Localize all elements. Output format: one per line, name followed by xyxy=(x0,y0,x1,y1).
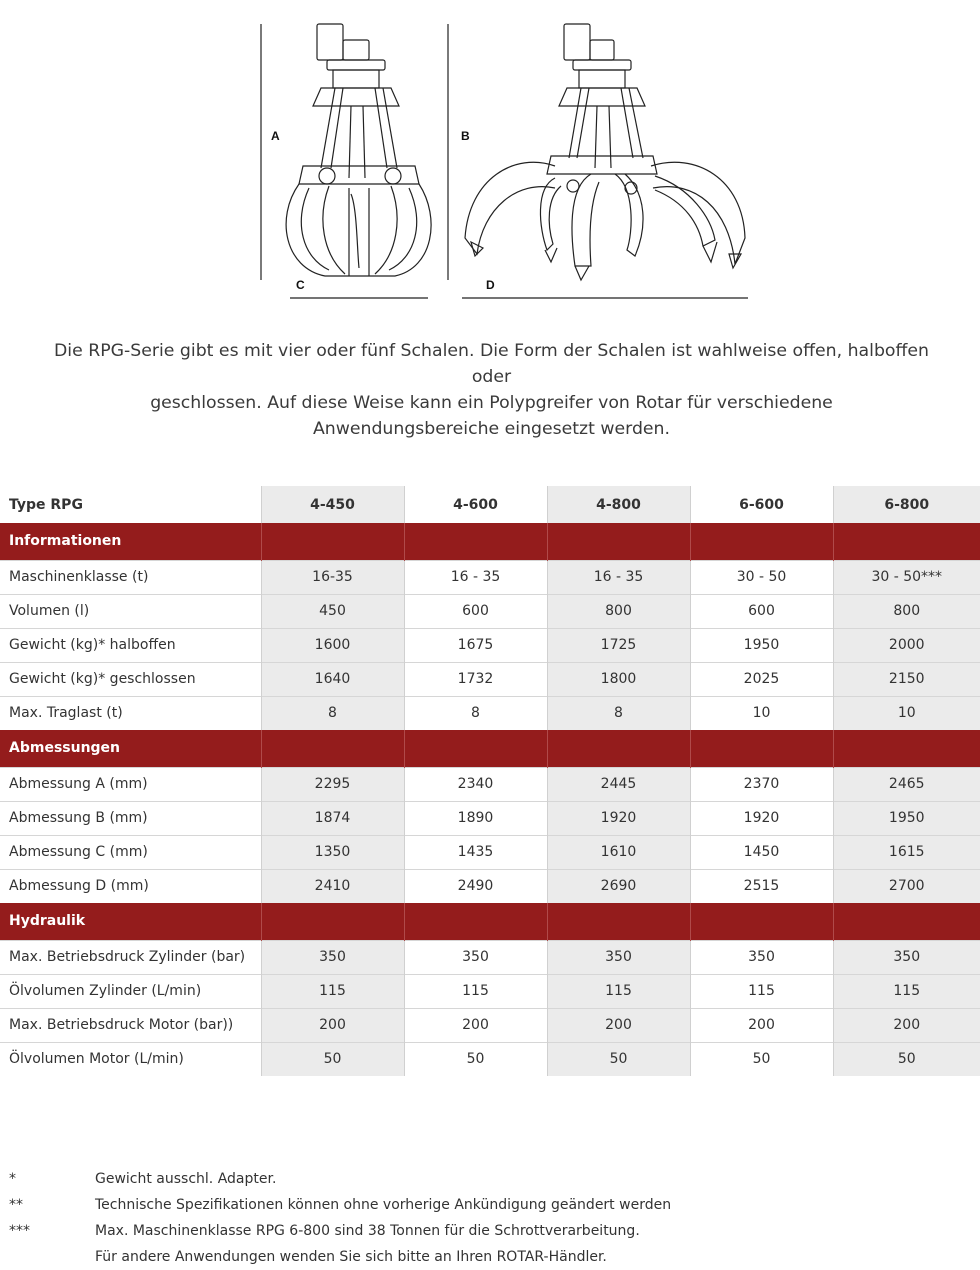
table-cell: 1640 xyxy=(261,662,404,696)
table-cell: 8 xyxy=(547,696,690,730)
footnote-mark: ** xyxy=(9,1197,23,1213)
table-cell: 2000 xyxy=(833,628,980,662)
table-cell: 2370 xyxy=(690,767,833,801)
table-cell: 50 xyxy=(833,1042,980,1076)
row-label: Abmessung A (mm) xyxy=(0,767,261,801)
table-cell: 10 xyxy=(690,696,833,730)
table-cell: 1600 xyxy=(261,628,404,662)
section-header-cell xyxy=(404,730,547,767)
section-header-cell xyxy=(690,730,833,767)
section-title: Informationen xyxy=(0,523,261,560)
table-row xyxy=(0,835,980,869)
table-cell: 200 xyxy=(690,1008,833,1042)
section-header-cell xyxy=(261,903,404,940)
label-a: A xyxy=(271,129,280,143)
table-cell: 450 xyxy=(261,594,404,628)
row-label: Gewicht (kg)* halboffen xyxy=(0,628,261,662)
row-label: Gewicht (kg)* geschlossen xyxy=(0,662,261,696)
table-cell: 350 xyxy=(404,940,547,974)
section-header-row xyxy=(0,523,980,560)
table-cell: 2295 xyxy=(261,767,404,801)
table-cell: 2465 xyxy=(833,767,980,801)
footnote-mark: *** xyxy=(9,1223,30,1239)
table-cell: 115 xyxy=(261,974,404,1008)
footnotes xyxy=(9,1166,959,1270)
table-row xyxy=(0,974,980,1008)
table-cell: 1732 xyxy=(404,662,547,696)
grapple-diagram xyxy=(255,18,755,308)
table-row xyxy=(0,801,980,835)
header-type-label: Type RPG xyxy=(0,486,261,523)
intro-line-1: Die RPG-Serie gibt es mit vier oder fünf Schalen. Die Form der Schalen ist wahlweise offen, halboffen oder xyxy=(54,341,929,387)
header-model: 4-800 xyxy=(547,486,690,523)
table-cell: 350 xyxy=(547,940,690,974)
table-row xyxy=(0,696,980,730)
table-cell: 200 xyxy=(261,1008,404,1042)
table-cell: 1435 xyxy=(404,835,547,869)
footnote-text: Gewicht ausschl. Adapter. xyxy=(95,1171,277,1187)
row-label: Ölvolumen Motor (L/min) xyxy=(0,1042,261,1076)
row-label: Volumen (l) xyxy=(0,594,261,628)
footnote-row xyxy=(9,1166,959,1192)
table-row xyxy=(0,594,980,628)
table-cell: 1950 xyxy=(690,628,833,662)
table-cell: 1874 xyxy=(261,801,404,835)
table-cell: 1450 xyxy=(690,835,833,869)
closed-grapple-icon xyxy=(286,24,431,276)
table-cell: 200 xyxy=(833,1008,980,1042)
table-row xyxy=(0,869,980,903)
row-label: Maschinenklasse (t) xyxy=(0,560,261,594)
intro-line-3: Anwendungsbereiche eingesetzt werden. xyxy=(312,419,671,439)
table-cell: 600 xyxy=(404,594,547,628)
table-row xyxy=(0,1042,980,1076)
header-model: 6-600 xyxy=(690,486,833,523)
section-header-cell xyxy=(547,730,690,767)
table-cell: 1950 xyxy=(833,801,980,835)
open-grapple-icon xyxy=(465,24,745,280)
section-header-cell xyxy=(833,903,980,940)
label-d: D xyxy=(486,278,495,292)
table-cell: 2340 xyxy=(404,767,547,801)
table-header-row xyxy=(0,486,980,523)
table-cell: 350 xyxy=(833,940,980,974)
footnote-mark: * xyxy=(9,1171,16,1187)
table-cell: 8 xyxy=(261,696,404,730)
section-header-cell xyxy=(261,523,404,560)
footnote-text: Technische Spezifikationen können ohne vorherige Ankündigung geändert werden xyxy=(95,1197,672,1213)
table-cell: 1920 xyxy=(690,801,833,835)
row-label: Abmessung B (mm) xyxy=(0,801,261,835)
table-row xyxy=(0,662,980,696)
table-cell: 2515 xyxy=(690,869,833,903)
row-label: Max. Traglast (t) xyxy=(0,696,261,730)
table-cell: 50 xyxy=(404,1042,547,1076)
table-cell: 1920 xyxy=(547,801,690,835)
section-header-cell xyxy=(404,903,547,940)
section-header-row xyxy=(0,903,980,940)
table-cell: 2025 xyxy=(690,662,833,696)
intro-line-2: geschlossen. Auf diese Weise kann ein Polypgreifer von Rotar für verschiedene xyxy=(150,393,833,413)
header-model: 4-450 xyxy=(261,486,404,523)
table-cell: 2690 xyxy=(547,869,690,903)
table-cell: 30 - 50 xyxy=(690,560,833,594)
table-cell: 1800 xyxy=(547,662,690,696)
label-c: C xyxy=(296,278,305,292)
row-label: Abmessung C (mm) xyxy=(0,835,261,869)
table-cell: 2445 xyxy=(547,767,690,801)
table-cell: 800 xyxy=(547,594,690,628)
section-header-cell xyxy=(833,523,980,560)
label-b: B xyxy=(461,129,470,143)
table-cell: 2490 xyxy=(404,869,547,903)
table-cell: 1675 xyxy=(404,628,547,662)
table-cell: 2700 xyxy=(833,869,980,903)
footnote-text: Für andere Anwendungen wenden Sie sich bitte an Ihren ROTAR-Händler. xyxy=(95,1249,607,1265)
table-row xyxy=(0,560,980,594)
footnote-mark xyxy=(9,1244,95,1270)
table-row xyxy=(0,940,980,974)
section-header-cell xyxy=(690,523,833,560)
table-cell: 600 xyxy=(690,594,833,628)
spec-table xyxy=(0,486,980,1076)
table-cell: 350 xyxy=(690,940,833,974)
header-model: 6-800 xyxy=(833,486,980,523)
table-cell: 1890 xyxy=(404,801,547,835)
table-cell: 115 xyxy=(833,974,980,1008)
table-cell: 8 xyxy=(404,696,547,730)
table-cell: 16 - 35 xyxy=(547,560,690,594)
table-cell: 2150 xyxy=(833,662,980,696)
table-cell: 115 xyxy=(547,974,690,1008)
header-model: 4-600 xyxy=(404,486,547,523)
table-cell: 200 xyxy=(547,1008,690,1042)
table-cell: 50 xyxy=(547,1042,690,1076)
grapple-drawing xyxy=(255,18,755,308)
table-cell: 30 - 50*** xyxy=(833,560,980,594)
table-cell: 16-35 xyxy=(261,560,404,594)
table-cell: 1610 xyxy=(547,835,690,869)
footnote-text: Max. Maschinenklasse RPG 6-800 sind 38 Tonnen für die Schrottverarbeitung. xyxy=(95,1223,640,1239)
table-cell: 115 xyxy=(404,974,547,1008)
section-header-cell xyxy=(690,903,833,940)
table-cell: 1615 xyxy=(833,835,980,869)
row-label: Abmessung D (mm) xyxy=(0,869,261,903)
table-cell: 50 xyxy=(690,1042,833,1076)
table-cell: 800 xyxy=(833,594,980,628)
section-header-row xyxy=(0,730,980,767)
footnote-row xyxy=(9,1192,959,1218)
table-cell: 115 xyxy=(690,974,833,1008)
table-cell: 200 xyxy=(404,1008,547,1042)
table-cell: 1725 xyxy=(547,628,690,662)
section-title: Abmessungen xyxy=(0,730,261,767)
section-title: Hydraulik xyxy=(0,903,261,940)
table-row xyxy=(0,1008,980,1042)
row-label: Max. Betriebsdruck Motor (bar)) xyxy=(0,1008,261,1042)
row-label: Max. Betriebsdruck Zylinder (bar) xyxy=(0,940,261,974)
table-cell: 1350 xyxy=(261,835,404,869)
table-cell: 10 xyxy=(833,696,980,730)
section-header-cell xyxy=(261,730,404,767)
table-cell: 2410 xyxy=(261,869,404,903)
table-cell: 350 xyxy=(261,940,404,974)
table-cell: 16 - 35 xyxy=(404,560,547,594)
footnote-row xyxy=(9,1218,959,1244)
section-header-cell xyxy=(404,523,547,560)
intro-paragraph xyxy=(40,338,943,442)
table-row xyxy=(0,767,980,801)
table-row xyxy=(0,628,980,662)
footnote-row xyxy=(9,1244,959,1270)
section-header-cell xyxy=(833,730,980,767)
table-body xyxy=(0,523,980,1076)
row-label: Ölvolumen Zylinder (L/min) xyxy=(0,974,261,1008)
section-header-cell xyxy=(547,903,690,940)
table-cell: 50 xyxy=(261,1042,404,1076)
section-header-cell xyxy=(547,523,690,560)
